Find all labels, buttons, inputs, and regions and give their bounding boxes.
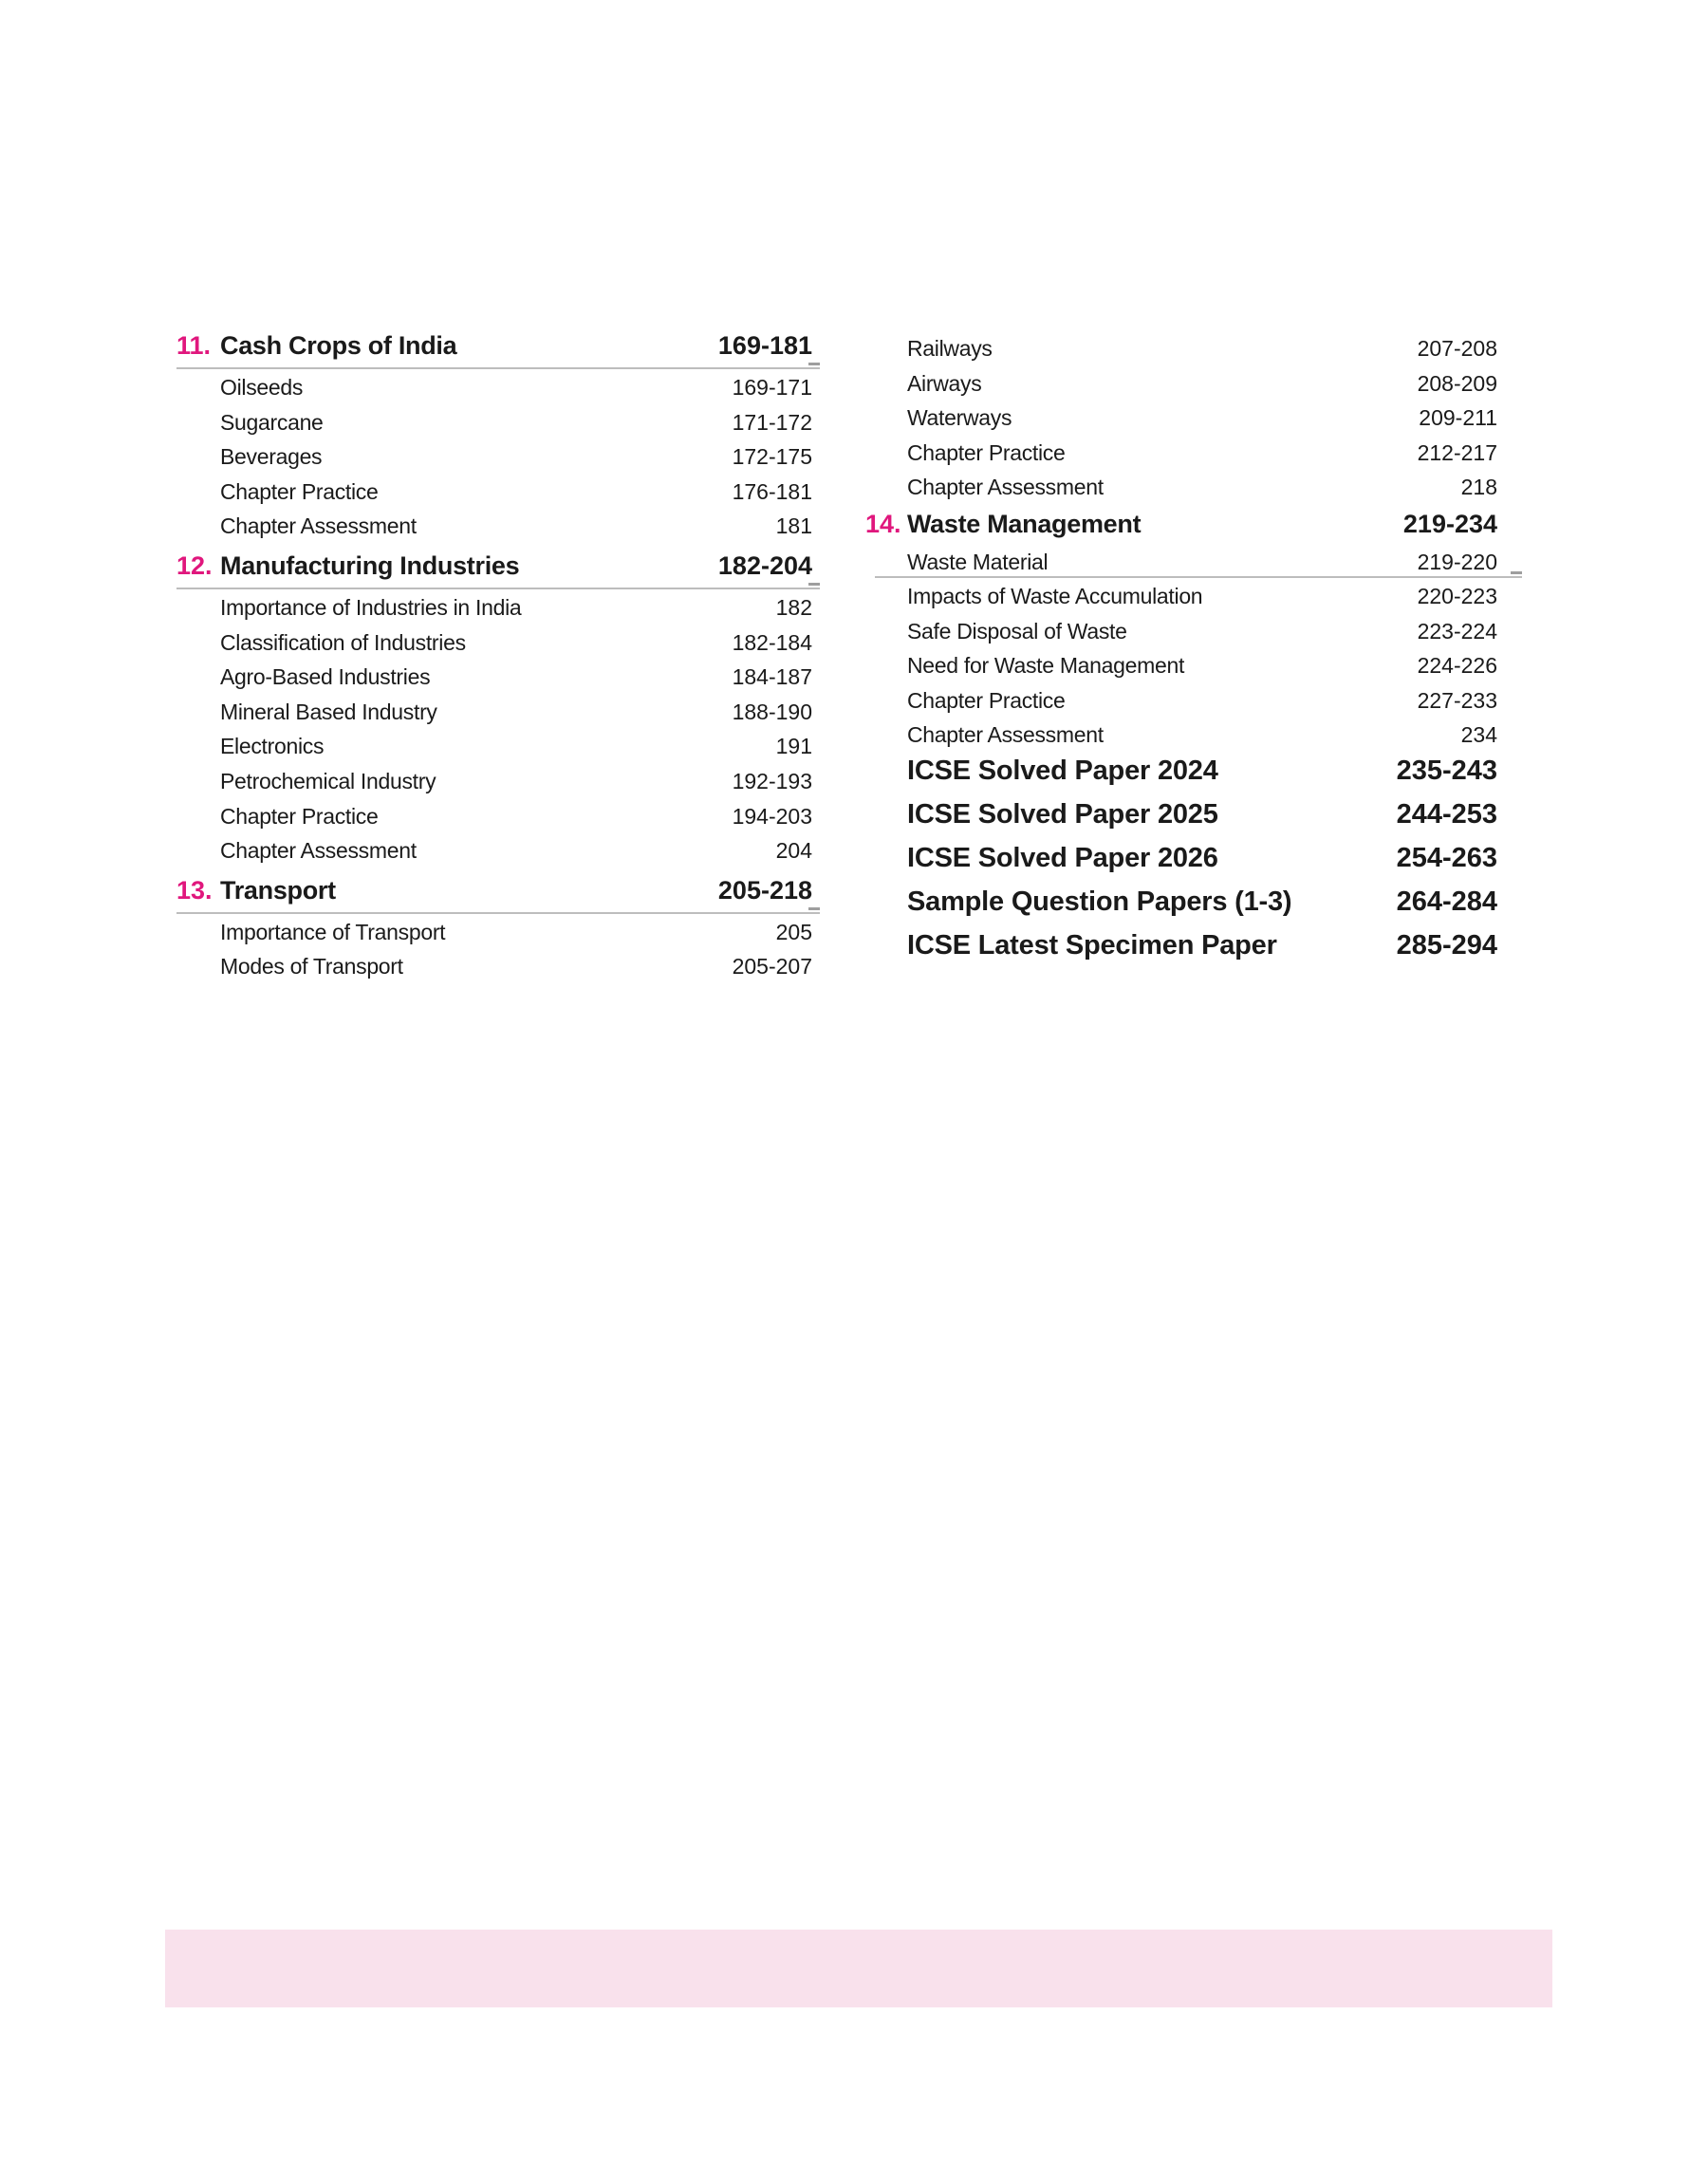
toc-entry-pages: 192-193 [732,768,812,793]
chapter-title: Transport [220,875,336,905]
toc-entry-label: Chapter Practice [220,803,379,829]
chapter-pages: 219-234 [1402,509,1497,538]
paper-pages: 244-253 [1396,798,1497,830]
toc-entry[interactable] [863,682,1497,718]
toc-entry-label: Chapter Practice [907,439,1066,465]
toc-entry[interactable] [176,798,812,833]
toc-entry[interactable] [863,435,1497,470]
toc-entry-label: Chapter Practice [907,687,1066,713]
toc-entry[interactable] [176,659,812,694]
toc-entry-pages: 219-220 [1417,549,1497,574]
toc-entry-label: Chapter Assessment [220,513,417,539]
toc-entry-pages: 205-207 [732,954,812,980]
toc-entry[interactable] [176,694,812,729]
toc-entry-label: Impacts of Waste Accumulation [907,583,1203,608]
toc-entry[interactable] [863,400,1497,435]
paper-entry[interactable] [863,795,1497,839]
toc-entry-pages: 227-233 [1417,687,1497,713]
toc-right-column [863,330,1497,970]
paper-entry[interactable] [863,839,1497,883]
toc-entry-label: Importance of Industries in India [220,594,522,620]
toc-entry-pages: 224-226 [1417,653,1497,679]
toc-entry-label: Agro-Based Industries [220,664,431,690]
chapter-number: 13. [176,875,213,905]
toc-entry[interactable] [863,613,1497,648]
toc-entry-pages: 212-217 [1417,439,1497,465]
paper-pages: 264-284 [1396,886,1497,917]
toc-entry-pages: 209-211 [1419,405,1497,431]
toc-entry-pages: 171-172 [732,409,812,435]
toc-entry[interactable] [863,717,1497,752]
paper-entry[interactable] [863,883,1497,926]
chapter-pages: 205-218 [717,875,812,905]
toc-entry[interactable] [176,832,812,868]
toc-entry-pages: 194-203 [732,803,812,829]
toc-entry[interactable] [176,474,812,509]
chapter-title: Waste Management [907,509,1142,538]
toc-entry-pages: 204 [775,838,812,864]
toc-entry[interactable] [863,544,1497,578]
toc-entry-label: Airways [907,370,982,396]
toc-entry-pages: 181 [775,513,812,539]
chapter-13-heading[interactable] [176,870,812,914]
chapter-number: 11. [176,331,212,360]
toc-entry-label: Waterways [907,405,1012,431]
toc-entry-label: Sugarcane [220,409,324,435]
toc-entry-label: Classification of Industries [220,629,466,655]
toc-entry-label: Need for Waste Management [907,653,1185,679]
toc-entry[interactable] [176,589,812,625]
toc-entry-pages: 234 [1460,722,1497,748]
chapter-title: Manufacturing Industries [220,550,520,580]
toc-entry-label: Modes of Transport [220,954,403,980]
chapter-12-topics [176,589,812,868]
toc-entry-label: Chapter Practice [220,478,379,504]
chapter-13-topics [176,914,812,983]
toc-entry[interactable] [176,625,812,660]
toc-entry-pages: 220-223 [1417,583,1497,608]
toc-entry[interactable] [863,365,1497,401]
toc-entry-pages: 172-175 [732,444,812,470]
chapter-title: Cash Crops of India [220,331,457,360]
toc-entry-label: Waste Material [907,549,1049,574]
toc-entry[interactable] [176,438,812,474]
toc-entry[interactable] [863,330,1497,365]
toc-entry-label: Oilseeds [220,375,304,400]
chapter-number: 12. [176,550,213,580]
toc-entry[interactable] [176,914,812,949]
toc-entry-pages: 205 [775,919,812,944]
paper-label: ICSE Solved Paper 2025 [907,798,1218,830]
toc-entry[interactable] [863,647,1497,682]
paper-label: ICSE Latest Specimen Paper [907,929,1277,961]
chapter-pages: 182-204 [717,550,812,580]
toc-entry-label: Mineral Based Industry [220,699,437,724]
toc-entry-pages: 188-190 [732,699,812,724]
paper-entry[interactable] [863,926,1497,970]
toc-entry-pages: 208-209 [1417,370,1497,396]
toc-entry-pages: 169-171 [732,375,812,400]
toc-entry-label: Safe Disposal of Waste [907,618,1127,644]
paper-label: ICSE Solved Paper 2024 [907,755,1218,786]
toc-entry-label: Chapter Assessment [907,475,1104,500]
chapter-12-heading[interactable] [176,546,812,589]
toc-entry-label: Beverages [220,444,323,470]
toc-entry[interactable] [863,578,1497,613]
paper-pages: 254-263 [1396,842,1497,873]
toc-entry-pages: 191 [775,734,812,759]
footer-band [165,1930,1552,2007]
toc-entry-pages: 184-187 [732,664,812,690]
toc-entry-pages: 176-181 [732,478,812,504]
chapter-11-heading[interactable] [176,326,812,369]
toc-entry[interactable] [863,469,1497,504]
toc-entry-label: Importance of Transport [220,919,446,944]
toc-entry[interactable] [176,763,812,798]
chapter-pages: 169-181 [717,331,812,360]
paper-entry[interactable] [863,752,1497,795]
toc-entry[interactable] [176,728,812,763]
toc-entry-label: Petrochemical Industry [220,768,436,793]
toc-entry-pages: 218 [1460,475,1497,500]
toc-entry[interactable] [176,948,812,983]
toc-entry-label: Chapter Assessment [220,838,417,864]
toc-entry[interactable] [176,404,812,439]
toc-left-column [176,323,812,983]
toc-entry-pages: 207-208 [1417,336,1497,361]
toc-entry[interactable] [176,508,812,543]
chapter-number: 14. [865,509,901,538]
papers-list [863,752,1497,970]
toc-entry-pages: 223-224 [1417,618,1497,644]
paper-label: ICSE Solved Paper 2026 [907,842,1218,873]
toc-entry[interactable] [176,369,812,404]
toc-entry-label: Chapter Assessment [907,722,1104,748]
toc-entry-label: Electronics [220,734,325,759]
chapter-14-topics [863,578,1497,752]
chapter-13-topics-continued [863,330,1497,504]
chapter-14-heading[interactable] [863,504,1497,544]
paper-label: Sample Question Papers (1-3) [907,886,1292,917]
toc-entry-pages: 182-184 [732,629,812,655]
chapter-11-topics [176,369,812,543]
paper-pages: 285-294 [1396,929,1497,961]
toc-entry-label: Railways [907,336,993,361]
toc-entry-pages: 182 [775,594,812,620]
paper-pages: 235-243 [1396,755,1497,786]
